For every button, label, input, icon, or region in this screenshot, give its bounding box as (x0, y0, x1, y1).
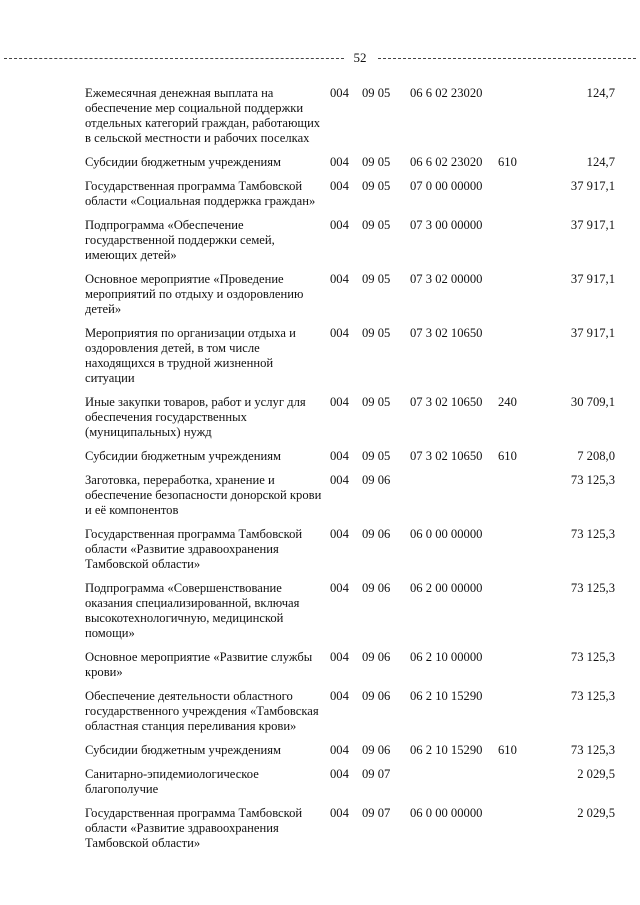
ministry-code: 004 (330, 806, 349, 820)
ministry-code: 004 (330, 743, 349, 757)
section-code: 09 06 (362, 743, 391, 757)
row-name: Подпрограмма «Обеспечение государственной поддержки семей, имеющих детей» (85, 218, 275, 262)
expense-type-code (498, 804, 550, 858)
section-code: 09 05 (362, 395, 391, 409)
expense-type-code (498, 579, 550, 648)
row-name: Подпрограмма «Совершенствование оказания специализированной, включая высокотехнологичную, медицинской помощи» (85, 581, 300, 640)
ministry-code: 004 (330, 395, 349, 409)
page-number: 52 (353, 50, 367, 65)
ministry-code: 004 (330, 689, 349, 703)
expense-type-code (498, 324, 550, 393)
section-code: 09 06 (362, 473, 391, 487)
table-row (85, 216, 615, 270)
row-name: Основное мероприятие «Развитие службы крови» (85, 650, 313, 679)
row-name: Иные закупки товаров, работ и услуг для обеспечения государственных (муниципальных) нужд (85, 395, 306, 439)
table-row (85, 579, 615, 648)
amount: 124,7 (586, 86, 615, 100)
budget-table (85, 84, 615, 858)
row-name: Санитарно-эпидемиологическое благополучие (85, 767, 259, 796)
row-name: Обеспечение деятельности областного государственного учреждения «Тамбовская областная станция переливания крови» (85, 689, 319, 733)
row-name: Ежемесячная денежная выплата на обеспечение мер социальной поддержки отдельных категорий граждан, работающих в сельской местности и рабочих поселках (85, 86, 321, 145)
ministry-code: 004 (330, 86, 349, 100)
ministry-code: 004 (330, 272, 349, 286)
section-code: 09 06 (362, 689, 391, 703)
expense-type-code (498, 648, 550, 687)
expense-type-code (498, 471, 550, 525)
target-article-code: 07 0 00 00000 (410, 179, 483, 193)
ministry-code: 004 (330, 218, 349, 232)
row-name: Мероприятия по организации отдыха и оздоровления детей, в том числе находящихся в трудной жизненной ситуации (85, 326, 296, 385)
row-name: Субсидии бюджетным учреждениям (85, 743, 281, 757)
table-row (85, 765, 615, 804)
amount: 124,7 (586, 155, 615, 169)
expense-type-code (498, 687, 550, 741)
amount: 2 029,5 (577, 767, 615, 781)
row-name: Заготовка, переработка, хранение и обеспечение безопасности донорской крови и её компонентов (85, 473, 322, 517)
amount: 73 125,3 (570, 527, 615, 541)
target-article-code: 06 0 00 00000 (410, 806, 483, 820)
table-row (85, 687, 615, 741)
row-name: Субсидии бюджетным учреждениям (85, 155, 281, 169)
table-row (85, 324, 615, 393)
section-code: 09 07 (362, 806, 391, 820)
amount: 7 208,0 (577, 449, 615, 463)
expense-type-code (498, 216, 550, 270)
target-article-code (410, 765, 498, 804)
amount: 73 125,3 (570, 473, 615, 487)
ministry-code: 004 (330, 581, 349, 595)
target-article-code: 06 6 02 23020 (410, 86, 483, 100)
target-article-code: 06 2 10 15290 (410, 689, 483, 703)
section-code: 09 05 (362, 218, 391, 232)
row-name: Государственная программа Тамбовской области «Социальная поддержка граждан» (85, 179, 316, 208)
table-row (85, 804, 615, 858)
target-article-code (410, 471, 498, 525)
section-code: 09 06 (362, 527, 391, 541)
amount: 73 125,3 (570, 581, 615, 595)
expense-type-code: 610 (498, 449, 517, 463)
table-row (85, 648, 615, 687)
section-code: 09 05 (362, 179, 391, 193)
table-row (85, 84, 615, 153)
target-article-code: 06 2 10 15290 (410, 743, 483, 757)
ministry-code: 004 (330, 449, 349, 463)
amount: 37 917,1 (570, 179, 615, 193)
row-name: Субсидии бюджетным учреждениям (85, 449, 281, 463)
section-code: 09 07 (362, 767, 391, 781)
target-article-code: 07 3 02 10650 (410, 449, 483, 463)
table-row (85, 270, 615, 324)
expense-type-code (498, 270, 550, 324)
target-article-code: 07 3 02 10650 (410, 326, 483, 340)
table-row (85, 471, 615, 525)
target-article-code: 07 3 02 10650 (410, 395, 483, 409)
ministry-code: 004 (330, 326, 349, 340)
section-code: 09 06 (362, 650, 391, 664)
table-row (85, 393, 615, 447)
target-article-code: 07 3 02 00000 (410, 272, 483, 286)
expense-type-code (498, 84, 550, 153)
ministry-code: 004 (330, 179, 349, 193)
ministry-code: 004 (330, 155, 349, 169)
section-code: 09 05 (362, 155, 391, 169)
row-name: Государственная программа Тамбовской области «Развитие здравоохранения Тамбовской области» (85, 527, 303, 571)
table-row (85, 153, 615, 177)
amount: 30 709,1 (570, 395, 615, 409)
ministry-code: 004 (330, 473, 349, 487)
ministry-code: 004 (330, 527, 349, 541)
expense-type-code (498, 765, 550, 804)
ministry-code: 004 (330, 650, 349, 664)
target-article-code: 07 3 00 00000 (410, 218, 483, 232)
amount: 73 125,3 (570, 650, 615, 664)
amount: 37 917,1 (570, 218, 615, 232)
page-separator-left (4, 58, 344, 59)
expense-type-code (498, 525, 550, 579)
section-code: 09 06 (362, 581, 391, 595)
table-row (85, 525, 615, 579)
target-article-code: 06 0 00 00000 (410, 527, 483, 541)
section-code: 09 05 (362, 326, 391, 340)
table-row (85, 177, 615, 216)
section-code: 09 05 (362, 449, 391, 463)
ministry-code: 004 (330, 767, 349, 781)
target-article-code: 06 6 02 23020 (410, 155, 483, 169)
row-name: Государственная программа Тамбовской области «Развитие здравоохранения Тамбовской области» (85, 806, 303, 850)
amount: 2 029,5 (577, 806, 615, 820)
amount: 73 125,3 (570, 743, 615, 757)
page-separator-right (378, 58, 636, 59)
amount: 73 125,3 (570, 689, 615, 703)
target-article-code: 06 2 10 00000 (410, 650, 483, 664)
expense-type-code: 610 (498, 155, 517, 169)
amount: 37 917,1 (570, 272, 615, 286)
table-row (85, 447, 615, 471)
expense-type-code: 610 (498, 743, 517, 757)
expense-type-code (498, 177, 550, 216)
section-code: 09 05 (362, 272, 391, 286)
section-code: 09 05 (362, 86, 391, 100)
expense-type-code: 240 (498, 395, 517, 409)
table-row (85, 741, 615, 765)
row-name: Основное мероприятие «Проведение мероприятий по отдыху и оздоровлению детей» (85, 272, 304, 316)
amount: 37 917,1 (570, 326, 615, 340)
target-article-code: 06 2 00 00000 (410, 581, 483, 595)
